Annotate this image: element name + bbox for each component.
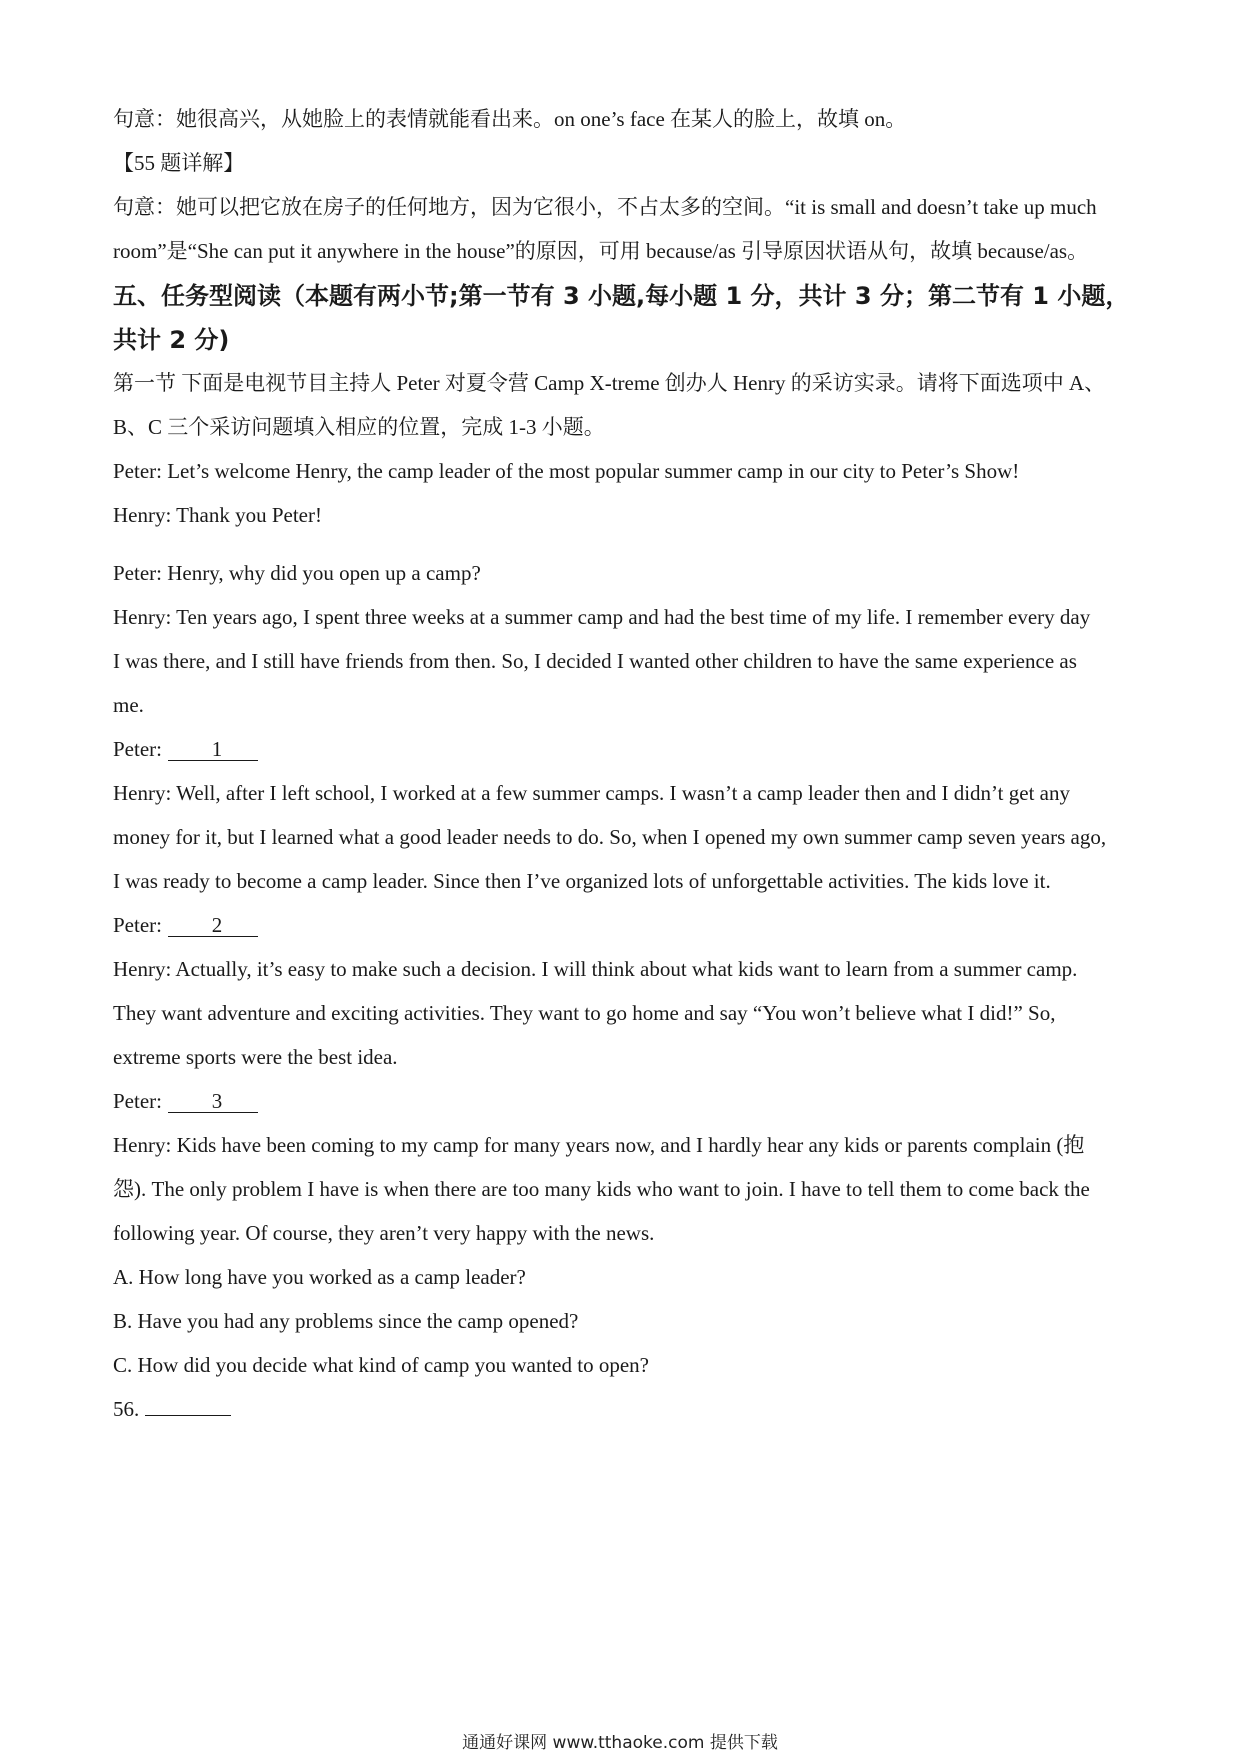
question-number: 56. <box>113 1397 140 1421</box>
page-footer: 通通好课网 www.tthaoke.com 提供下载 <box>462 1733 778 1753</box>
dialogue-henry-answer-2-line-2: money for it, but I learned what a good leader needs to do. So, when I opened my own summer camp seven years ago, <box>113 825 1107 849</box>
dialogue-henry-answer-1-line-3: me. <box>113 693 144 717</box>
dialogue-peter-why-camp: Peter: Henry, why did you open up a camp? <box>113 561 481 585</box>
dialogue-henry-answer-3-line-3: extreme sports were the best idea. <box>113 1045 398 1069</box>
option-a: A. How long have you worked as a camp leader? <box>113 1265 526 1289</box>
dialogue-henry-answer-1-line-1: Henry: Ten years ago, I spent three weeks at a summer camp and had the best time of my life. I remember every day <box>113 605 1091 629</box>
dialogue-henry-answer-3-line-1: Henry: Actually, it’s easy to make such a decision. I will think about what kids want to learn from a summer camp. <box>113 957 1078 981</box>
dialogue-henry-answer-4-line-2: 怨). The only problem I have is when there are too many kids who want to join. I have to tell them to come back the <box>113 1177 1090 1201</box>
option-c: C. How did you decide what kind of camp you wanted to open? <box>113 1353 649 1377</box>
part1-instructions-line-1: 第一节 下面是电视节目主持人 Peter 对夏令营 Camp X-treme 创办人 Henry 的采访实录。请将下面选项中 A、 <box>113 371 1106 395</box>
dialogue-henry-thanks: Henry: Thank you Peter! <box>113 503 322 527</box>
dialogue-peter-blank-3 <box>113 1086 1133 1116</box>
dialogue-peter-welcome: Peter: Let’s welcome Henry, the camp leader of the most popular summer camp in our city to Peter’s Show! <box>113 459 1020 483</box>
answer-blank-3[interactable]: 3 <box>168 1090 258 1113</box>
dialogue-henry-answer-1-line-2: I was there, and I still have friends from then. So, I decided I wanted other children to have the same experience as <box>113 649 1077 673</box>
dialogue-peter-blank-1 <box>113 734 1133 764</box>
question-55-heading: 【55 题详解】 <box>113 151 245 175</box>
speaker-label: Peter: <box>113 1089 162 1113</box>
dialogue-henry-answer-2-line-1: Henry: Well, after I left school, I worked at a few summer camps. I wasn’t a camp leader then and I didn’t get any <box>113 781 1070 805</box>
explanation-54-text: 句意：她很高兴，从她脸上的表情就能看出来。on one’s face 在某人的脸上，故填 on。 <box>113 107 907 131</box>
dialogue-peter-blank-2 <box>113 910 1133 940</box>
answer-blank-2[interactable]: 2 <box>168 914 258 937</box>
dialogue-henry-answer-4-line-1: Henry: Kids have been coming to my camp for many years now, and I hardly hear any kids or parents complain (抱 <box>113 1133 1085 1157</box>
explanation-55-text-line-1: 句意：她可以把它放在房子的任何地方，因为它很小，不占太多的空间。“it is small and doesn’t take up much <box>113 195 1097 219</box>
answer-blank-1[interactable]: 1 <box>168 738 258 761</box>
question-56 <box>113 1394 1133 1424</box>
answer-blank-56[interactable] <box>145 1415 231 1416</box>
speaker-label: Peter: <box>113 913 162 937</box>
explanation-55-text-line-2: room”是“She can put it anywhere in the house”的原因，可用 because/as 引导原因状语从句，故填 because/as。 <box>113 239 1089 263</box>
speaker-label: Peter: <box>113 737 162 761</box>
option-b: B. Have you had any problems since the camp opened? <box>113 1309 579 1333</box>
dialogue-henry-answer-4-line-3: following year. Of course, they aren’t very happy with the news. <box>113 1221 655 1245</box>
dialogue-henry-answer-2-line-3: I was ready to become a camp leader. Since then I’ve organized lots of unforgettable activities. The kids love it. <box>113 869 1051 893</box>
section-heading-line-1: 五、任务型阅读（本题有两小节;第一节有 3 小题,每小题 1 分，共计 3 分；第二节有 1 小题， <box>113 282 1130 310</box>
part1-instructions-line-2: B、C 三个采访问题填入相应的位置，完成 1-3 小题。 <box>113 415 605 439</box>
section-heading-line-2: 共计 2 分) <box>113 326 230 354</box>
dialogue-henry-answer-3-line-2: They want adventure and exciting activities. They want to go home and say “You won’t believe what I did!” So, <box>113 1001 1056 1025</box>
